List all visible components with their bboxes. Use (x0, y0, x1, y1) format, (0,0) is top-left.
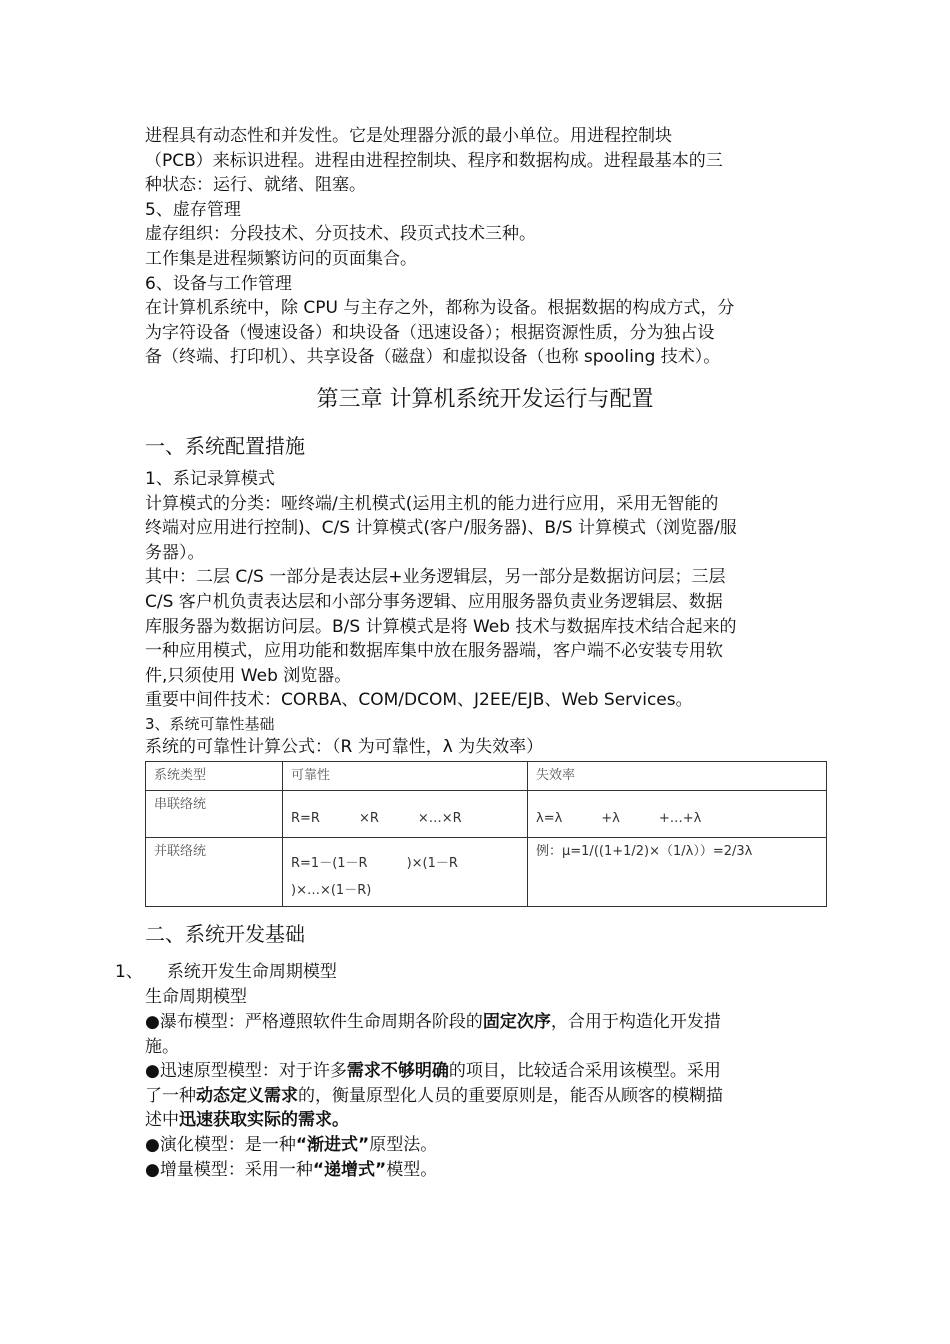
subsection-heading (115, 959, 795, 985)
subsection-heading: 3、系统可靠性基础 (145, 714, 275, 733)
part-heading: 一、系统配置措施 (145, 433, 305, 458)
formula-text: 例：μ=1/((1+1/2)×（1/λ））=2/3λ (536, 844, 753, 860)
subsection-heading: 1、系记录算模式 (145, 468, 275, 489)
table-header-cell: 系统类型 (146, 762, 283, 791)
body-text: 务器）。 (145, 542, 205, 563)
formula-text: R=R ×R ×…×R (291, 811, 462, 827)
body-text: 施。 (145, 1036, 179, 1057)
formula-text: λ=λ +λ +…+λ (536, 811, 702, 827)
section-heading: 6、设备与工作管理 (145, 273, 292, 294)
body-text: （PCB）来标识进程。进程由进程控制块、程序和数据构成。进程最基本的三 (145, 150, 723, 171)
part-heading: 二、系统开发基础 (145, 922, 305, 947)
body-text: 库服务器为数据访问层。B/S 计算模式是将 Web 技术与数据库技术结合起来的 (145, 616, 737, 637)
table-cell: 并联络统 (146, 838, 283, 907)
subsection-title: 系统开发生命周期模型 (166, 962, 337, 983)
body-text: 工作集是进程频繁访问的页面集合。 (145, 248, 417, 269)
list-item: ●瀑布模型：严格遵照软件生命周期各阶段的固定次序，合用于构造化开发措 (145, 1012, 721, 1033)
body-text: 为字符设备（慢速设备）和块设备（迅速设备）；根据资源性质，分为独占设 (145, 322, 715, 343)
table-cell (283, 838, 528, 907)
body-text: 在计算机系统中，除 CPU 与主存之外，都称为设备。根据数据的构成方式，分 (145, 298, 735, 319)
list-item: ●迅速原型模型：对于许多需求不够明确的项目，比较适合采用该模型。采用 (145, 1061, 721, 1082)
body-text: 虚存组织：分段技术、分页技术、段页式技术三种。 (145, 224, 536, 245)
section-heading: 5、虚存管理 (145, 199, 241, 220)
table-cell: 串联络统 (146, 791, 283, 838)
formula-text: )×…×(1－R) (291, 883, 372, 899)
table-header-cell: 失效率 (528, 762, 827, 791)
body-text: 系统的可靠性计算公式：（R 为可靠性，λ 为失效率） (145, 736, 544, 757)
table-cell (528, 838, 827, 907)
body-text: 计算模式的分类：哑终端/主机模式(运用主机的能力进行应用，采用无智能的 (145, 493, 719, 514)
chapter-title: 第三章 计算机系统开发运行与配置 (316, 386, 654, 412)
body-text: 生命周期模型 (145, 987, 247, 1008)
body-text: 了一种动态定义需求的，衡量原型化人员的重要原则是，能否从顾客的模糊描 (145, 1085, 723, 1106)
body-text: 重要中间件技术：CORBA、COM/DCOM、J2EE/EJB、Web Services。 (145, 690, 693, 711)
body-text: 述中迅速获取实际的需求。 (145, 1110, 349, 1131)
reliability-table (145, 761, 827, 907)
body-text: 种状态：运行、就绪、阻塞。 (145, 175, 366, 196)
table-row (146, 838, 827, 907)
formula-text: R=1－(1－R )×(1－R (291, 856, 458, 872)
table-header-cell: 可靠性 (283, 762, 528, 791)
list-number: 1、 (115, 962, 143, 983)
page-content (115, 124, 825, 1182)
body-text: C/S 客户机负责表达层和小部分事务逻辑、应用服务器负责业务逻辑层、数据 (145, 591, 723, 612)
body-text: 其中：二层 C/S 一部分是表达层+业务逻辑层，另一部分是数据访问层；三层 (145, 567, 726, 588)
body-text: 备（终端、打印机）、共享设备（磁盘）和虚拟设备（也称 spooling 技术）。 (145, 347, 721, 368)
list-item: ●演化模型：是一种“渐进式”原型法。 (145, 1135, 438, 1156)
table-cell (283, 791, 528, 838)
table-row (146, 791, 827, 838)
body-text: 进程具有动态性和并发性。它是处理器分派的最小单位。用进程控制块 (145, 126, 672, 146)
list-item: ●增量模型：采用一种“递增式”模型。 (145, 1159, 438, 1180)
body-text: 件,只须使用 Web 浏览器。 (145, 665, 352, 686)
table-header-row (146, 762, 827, 791)
body-text: 一种应用模式，应用功能和数据库集中放在服务器端，客户端不必安装专用软 (145, 641, 723, 662)
body-text: 终端对应用进行控制)、C/S 计算模式(客户/服务器)、B/S 计算模式（浏览器/服 (145, 518, 737, 539)
table-cell (528, 791, 827, 838)
